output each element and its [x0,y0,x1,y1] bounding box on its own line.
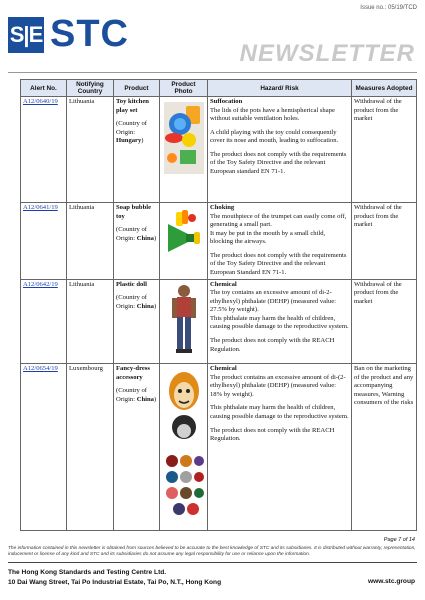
col-alert-no: Alert No. [21,80,67,97]
hazard-text: The lids of the pots have a hemispherical shape without suitable ventilation holes. [210,106,335,123]
hazard-cell [208,203,352,280]
product-photo [160,97,208,203]
measures-cell: Withdrawal of the product from the market [352,279,417,364]
hazard-text: The product does not comply with the requirements of the Toy Safety Directive and the relevant European Standard EN 71-1. [210,251,347,277]
stc-logo [8,13,129,56]
soap-bubble-toy-photo [162,204,206,264]
alert-link[interactable]: A12/0641/19 [23,204,58,212]
country-cell: Luxembourg [67,364,114,531]
product-cell: Soap bubble toy (Country of Origin: China) [114,203,160,280]
hazard-text: This phthalate may harm the health of children, causing possible damage to the reproductive system. [210,314,349,331]
origin-label: (Country of Origin: [116,387,147,403]
logo-mark: S|E [8,17,44,53]
company-block [8,568,221,588]
product-name: Fancy-dress accessory [116,365,150,381]
origin-country: China [136,395,154,403]
origin-label: (Country of Origin: [116,294,147,310]
table-row [21,279,417,364]
hazard-cell [208,364,352,531]
hazard-title: Choking [210,204,235,212]
origin-label: (Country of Origin: [116,226,147,242]
origin-label: (Country of Origin: [116,120,147,136]
toy-kitchen-photo [162,98,206,178]
plastic-doll-photo [162,281,206,359]
measures-cell: Withdrawal of the product from the market [352,203,417,280]
product-photo [160,279,208,364]
country-cell: Lithuania [67,279,114,364]
measures-cell: Ban on the marketing of the product and any accompanying measures, Warning consumers of the risks [352,364,417,531]
alert-link[interactable]: A12/0654/19 [23,365,58,373]
newsletter-header [0,0,425,78]
header-divider [8,72,417,73]
website-link[interactable]: www.stc.group [367,578,415,585]
measures-cell: Withdrawal of the product from the market [352,97,417,203]
origin-country: China [136,302,154,310]
table-row [21,97,417,203]
product-name: Soap bubble toy [116,204,152,220]
product-cell: Fancy-dress accessory (Country of Origin: China) [114,364,160,531]
col-hazard-risk: Hazard/ Risk [208,80,352,97]
hazard-title: Chemical [210,280,237,288]
country-cell: Lithuania [67,97,114,203]
origin-country: Hungary [116,137,142,145]
hazard-text: The product does not comply with the REACH Regulation. [210,336,335,353]
alert-link[interactable]: A12/0642/19 [23,280,58,288]
product-photo [160,203,208,280]
hazard-text: The product does not comply with the REACH Regulation. [210,426,335,443]
hazard-text: The product does not comply with the requirements of the Toy Safety Directive and the relevant European standard EN 71-1. [210,150,347,176]
issue-number: Issue no.: 05/19/TCD [360,5,417,11]
hazard-cell [208,97,352,203]
hazard-title: Suffocation [210,98,243,106]
col-product: Product [114,80,160,97]
hazard-title: Chemical [210,365,237,373]
col-product-photo: Product Photo [160,80,208,97]
product-cell: Toy kitchen play set (Country of Origin: Hungary) [114,97,160,203]
product-photo [160,364,208,531]
company-name: The Hong Kong Standards and Testing Centre Ltd. [8,569,167,576]
hazard-text: It may be put in the mouth by a small child, blocking the airways. [210,229,326,246]
hazard-text: The mouthpiece of the trumpet can easily come off, generating a small part. [210,212,347,229]
newsletter-title: NEWSLETTER [239,40,415,67]
hazard-cell [208,279,352,364]
table-header-row [21,80,417,97]
hazard-text: The product contains an excessive amount of di-(2-ethylhexyl) phthalate (DEHP) (measured value: 18% by weight). [210,373,346,398]
col-notifying-country: Notifying Country [67,80,114,97]
disclaimer-text: The information contained in this newsletter is obtained from sources believed to be accurate to the best knowledge of STC and its subsidiaries. It is distributed without warranty, representation, inducement or license of any kind and STC and its subsidiaries do not assume any legal responsibility for use or reliance upon the information. [8,546,416,557]
product-cell: Plastic doll (Country of Origin: China) [114,279,160,364]
hazard-text: A child playing with the toy could consequently cover its nose and mouth, leading to suffocation. [210,128,339,145]
hazard-text: This phthalate may harm the health of children, causing possible damage to the reproductive system. [210,404,349,420]
alerts-table [20,79,417,531]
product-name: Toy kitchen play set [116,98,149,114]
company-address: 10 Dai Wang Street, Tai Po Industrial Estate, Tai Po, N.T., Hong Kong [8,578,222,586]
footer-divider [8,562,417,563]
country-cell: Lithuania [67,203,114,280]
col-measures-adopted: Measures Adopted [352,80,417,97]
fancy-dress-mask-photo [162,365,206,525]
table-row [21,364,417,531]
product-name: Plastic doll [116,280,147,288]
origin-country: China [136,234,154,242]
alert-link[interactable]: A12/0640/19 [23,98,58,106]
logo-text: STC [50,13,129,55]
table-row [21,203,417,280]
page-number: Page 7 of 14 [383,537,415,543]
hazard-text: The toy contains an excessive amount of di-2-ethylhexyl) phthalate (DEHP) (measured value: 27.5% by weight). [210,289,336,314]
